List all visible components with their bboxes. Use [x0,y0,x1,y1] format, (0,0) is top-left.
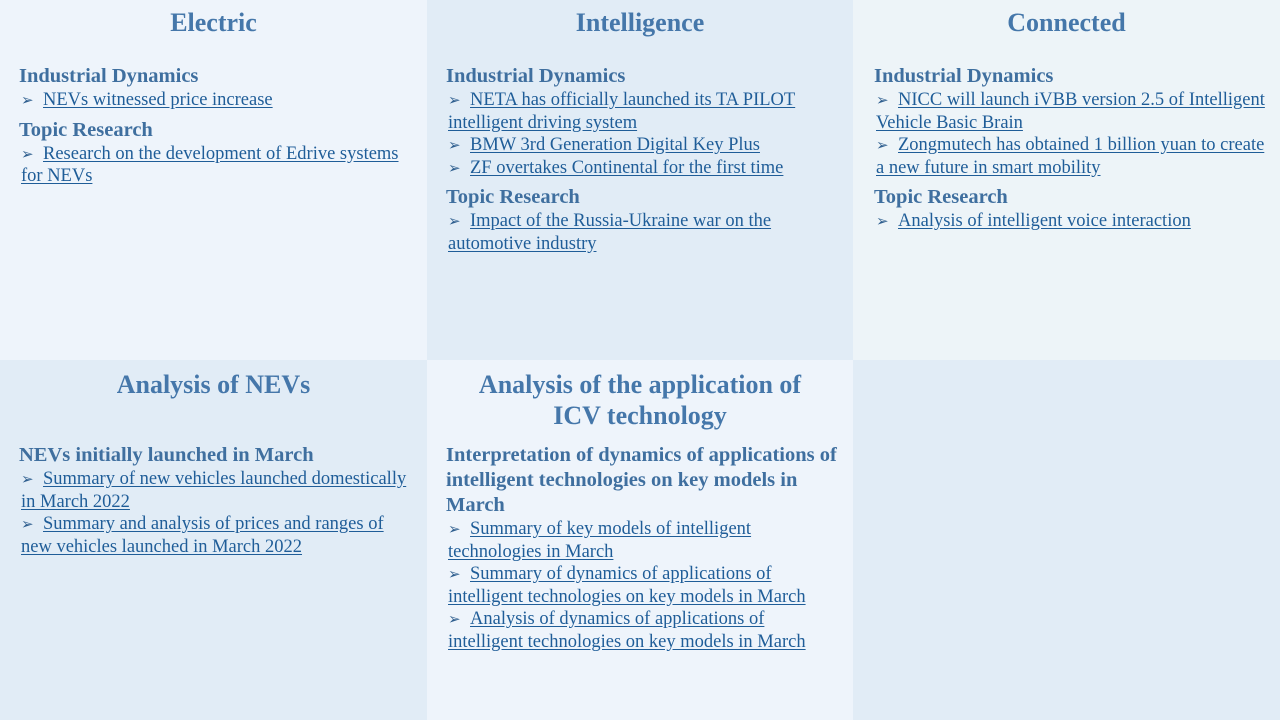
arrow-bullet-icon: ➢ [876,212,889,230]
article-link[interactable]: NICC will launch iVBB version 2.5 of Intelligent Vehicle Basic Brain [876,90,1265,133]
arrow-bullet-icon: ➢ [21,144,34,163]
arrow-bullet-icon: ➢ [21,91,34,109]
list-item [19,89,415,112]
section-heading: Industrial Dynamics [874,65,1054,87]
arrow-bullet-icon: ➢ [448,610,461,628]
article-link[interactable]: Analysis of intelligent voice interaction [898,211,1191,231]
list-item [446,518,841,563]
section-heading: Industrial Dynamics [19,65,199,87]
list-item [446,157,841,180]
arrow-bullet-icon: ➢ [448,91,461,109]
panel-empty [853,360,1280,720]
list-item [874,134,1272,179]
list-item [874,210,1272,233]
panel-content [0,64,427,188]
article-link[interactable]: Analysis of dynamics of applications of intelligent technologies on key models in March [448,609,806,652]
article-link[interactable]: BMW 3rd Generation Digital Key Plus [470,135,760,155]
panel-title: Analysis of NEVs [116,370,311,399]
list-item [19,513,415,558]
article-link[interactable]: Research on the development of Edrive systems for NEVs [21,143,399,186]
arrow-bullet-icon: ➢ [448,565,461,583]
arrow-bullet-icon: ➢ [876,91,889,109]
article-link[interactable]: NEVs witnessed price increase [43,90,273,110]
section-heading: Interpretation of dynamics of applications of intelligent technologies on key models in March [446,444,837,516]
panel-nevs [0,360,427,720]
panel-electric [0,0,427,360]
panel-content [853,64,1280,233]
article-link[interactable]: Summary of dynamics of applications of intelligent technologies on key models in March [448,564,806,607]
arrow-bullet-icon: ➢ [876,136,889,154]
list-item [446,210,841,255]
list-item [446,134,841,157]
panel-title: Connected [1007,8,1126,37]
list-item [446,89,841,134]
item-list [874,89,1272,179]
item-list [874,210,1272,233]
item-list [19,143,415,188]
list-item [446,608,841,653]
arrow-bullet-icon: ➢ [21,515,34,533]
section-heading: Topic Research [874,186,1008,208]
item-list [446,89,841,179]
panel-title: Intelligence [575,8,705,37]
list-item [446,563,841,608]
arrow-bullet-icon: ➢ [448,158,461,177]
section-heading: Topic Research [446,186,580,208]
article-link[interactable]: NETA has officially launched its TA PILOT intelligent driving system [448,90,796,133]
panel-intelligence [427,0,853,360]
panel-title: Electric [170,8,257,37]
panel-content [427,64,853,255]
list-item [874,89,1272,134]
list-item [19,143,415,188]
arrow-bullet-icon: ➢ [448,136,461,154]
panel-connected [853,0,1280,360]
item-list [19,89,415,112]
section-heading: NEVs initially launched in March [19,444,314,466]
arrow-bullet-icon: ➢ [448,212,461,230]
item-list [446,210,841,255]
article-link[interactable]: Summary of new vehicles launched domestically in March 2022 [21,469,407,512]
panel-icv [427,360,853,720]
panel-content [0,443,427,558]
arrow-bullet-icon: ➢ [21,470,34,488]
section-heading: Industrial Dynamics [446,65,626,87]
item-list [446,518,841,653]
panel-content [427,443,853,653]
arrow-bullet-icon: ➢ [448,520,461,538]
list-item [19,468,415,513]
article-link[interactable]: Summary and analysis of prices and ranges of new vehicles launched in March 2022 [21,514,384,557]
section-heading: Topic Research [19,118,153,141]
item-list [19,468,415,558]
article-link[interactable]: Zongmutech has obtained 1 billion yuan to create a new future in smart mobility [876,135,1265,178]
article-link[interactable]: Summary of key models of intelligent technologies in March [448,519,752,562]
panel-title: Analysis of the application of ICV technology [478,370,802,430]
article-link[interactable]: Impact of the Russia-Ukraine war on the automotive industry [448,211,772,254]
article-link[interactable]: ZF overtakes Continental for the first time [470,157,784,178]
